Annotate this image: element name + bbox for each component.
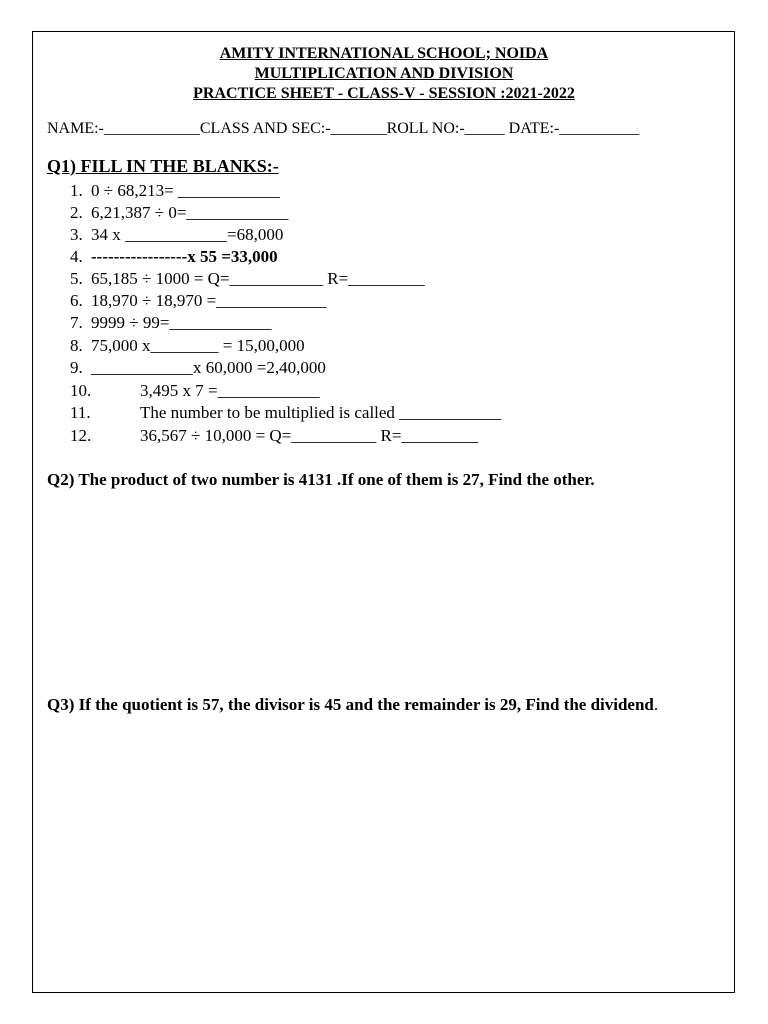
q2-question: Q2) The product of two number is 4131 .If one of them is 27, Find the other.: [47, 470, 595, 489]
q1-item: ____________x 60,000 =2,40,000: [91, 358, 326, 377]
q1-item-number: 12.: [70, 426, 92, 445]
q3-question-text: Q3) If the quotient is 57, the divisor is 45 and the remainder is 29, Find the dividend: [47, 695, 654, 714]
q1-item-number: 10.: [70, 381, 92, 400]
subject-title: MULTIPLICATION AND DIVISION: [254, 65, 514, 82]
q1-item: 0 ÷ 68,213= ____________: [91, 181, 280, 200]
q1-item-number: 2.: [70, 203, 83, 222]
q1-item: 75,000 x________ = 15,00,000: [91, 336, 305, 355]
q1-item: 36,567 ÷ 10,000 = Q=__________ R=_________: [140, 426, 478, 445]
q1-item: 18,970 ÷ 18,970 =_____________: [91, 291, 327, 310]
q1-item: 34 x ____________=68,000: [91, 225, 284, 244]
q1-item-number: 11.: [70, 403, 91, 422]
q1-item: The number to be multiplied is called ____________: [140, 403, 502, 422]
q1-item-number: 6.: [70, 291, 83, 310]
q1-item-number: 5.: [70, 269, 83, 288]
q3-period: .: [653, 695, 659, 714]
q1-item: -----------------x 55 =33,000: [91, 247, 278, 266]
q1-item: 9999 ÷ 99=____________: [91, 313, 272, 332]
q3-question: [47, 693, 727, 716]
q1-item-number: 4.: [70, 247, 83, 266]
q1-item: 65,185 ÷ 1000 = Q=___________ R=_________: [91, 269, 425, 288]
sheet-title: PRACTICE SHEET - CLASS-V - SESSION :2021-2022: [193, 85, 575, 102]
q1-item: 3,495 x 7 =____________: [140, 381, 320, 400]
q1-item-number: 8.: [70, 336, 83, 355]
school-title: AMITY INTERNATIONAL SCHOOL; NOIDA: [219, 45, 549, 62]
q1-item-number: 7.: [70, 313, 83, 332]
q1-item-number: 3.: [70, 225, 83, 244]
q1-heading: Q1) FILL IN THE BLANKS:-: [47, 156, 279, 176]
q1-item-number: 1.: [70, 181, 83, 200]
q1-item-number: 9.: [70, 358, 83, 377]
student-info-line: NAME:-____________CLASS AND SEC:-_______ROLL NO:-_____ DATE:-__________: [47, 120, 640, 137]
q1-item: 6,21,387 ÷ 0=____________: [91, 203, 289, 222]
